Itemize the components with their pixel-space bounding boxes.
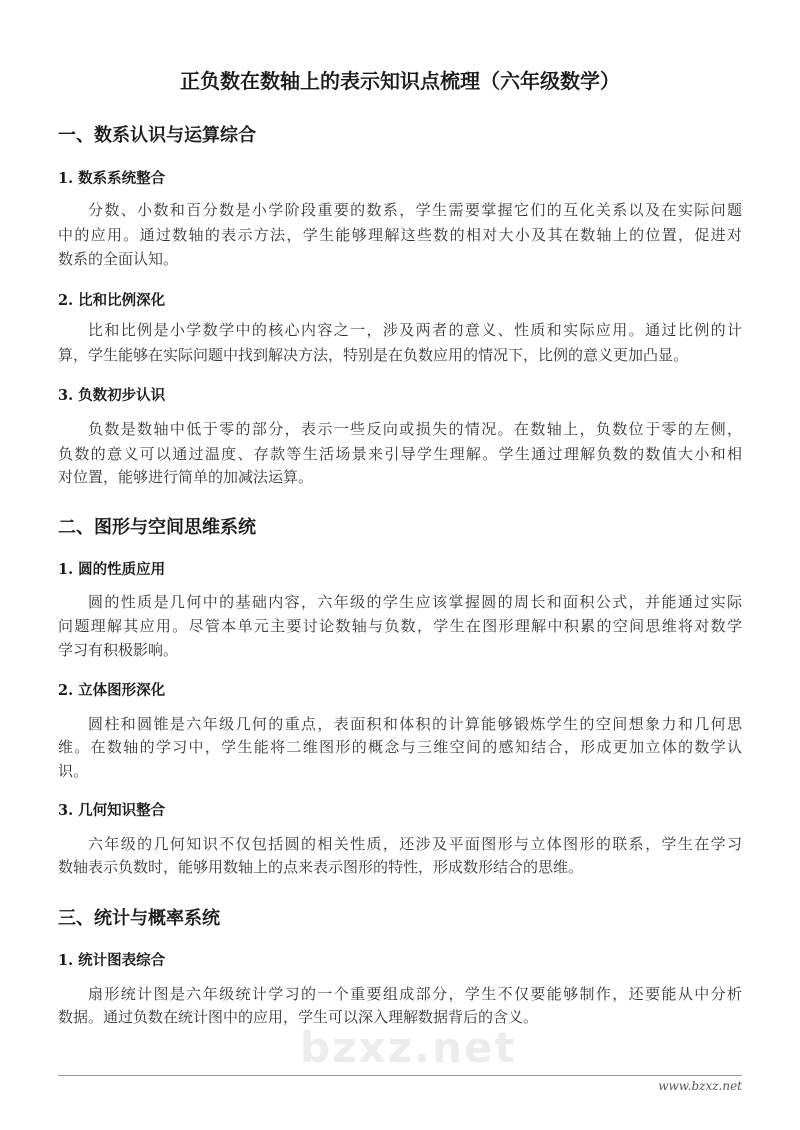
section-heading: 二、图形与空间思维系统 [58,517,256,538]
subheading: 3. 几何知识整合 [58,802,166,819]
subheading: 2. 立体图形深化 [58,682,166,699]
paragraph-line: 数据。通过负数在统计图中的应用，学生可以深入理解数据背后的含义。 [58,1008,539,1026]
paragraph-line: 数系的全面认知。 [58,250,179,268]
paragraph-line: 分数、小数和百分数是小学阶段重要的数系，学生需要掌握它们的互化关系以及在实际问题 [88,201,742,219]
paragraph-line: 圆柱和圆锥是六年级几何的重点，表面积和体积的计算能够锻炼学生的空间想象力和几何思 [88,715,742,733]
paragraph-line: 学习有积极影响。 [58,641,179,659]
subheading: 1. 数系系统整合 [58,170,166,187]
paragraph-line: 负数是数轴中低于零的部分，表示一些反向或损失的情况。在数轴上，负数位于零的左侧， [88,420,742,438]
paragraph-line: 识。 [58,762,89,780]
paragraph-line: 算，学生能够在实际问题中找到解决方法，特别是在负数应用的情况下，比例的意义更加凸显。 [58,346,689,364]
subheading: 2. 比和比例深化 [58,292,166,309]
paragraph-line: 维。在数轴的学习中，学生能将二维图形的概念与三维空间的感知结合，形成更加立体的数学认 [58,738,742,756]
paragraph-line: 六年级的几何知识不仅包括圆的相关性质，还涉及平面图形与立体图形的联系，学生在学习 [88,835,742,853]
subheading: 3. 负数初步认识 [58,387,166,404]
page-title: 正负数在数轴上的表示知识点梳理（六年级数学） [180,69,620,93]
paragraph-line: 数轴表示负数时，能够用数轴上的点来表示图形的特性，形成数形结合的思维。 [58,858,584,876]
subheading: 1. 统计图表综合 [58,952,166,969]
paragraph-line: 中的应用。通过数轴的表示方法，学生能够理解这些数的相对大小及其在数轴上的位置，促进对 [58,226,742,244]
paragraph-line: 问题理解其应用。尽管本单元主要讨论数轴与负数，学生在图形理解中积累的空间思维将对数学 [58,617,742,635]
paragraph-line: 比和比例是小学数学中的核心内容之一，涉及两者的意义、性质和实际应用。通过比例的计 [88,321,742,339]
watermark: bzxz.net [300,1023,517,1072]
footer-url: www.bzxz.net [658,1079,742,1093]
paragraph-line: 对位置，能够进行简单的加减法运算。 [58,468,314,486]
subheading: 1. 圆的性质应用 [58,561,166,578]
section-heading: 三、统计与概率系统 [58,908,220,929]
paragraph-line: 圆的性质是几何中的基础内容，六年级的学生应该掌握圆的周长和面积公式，并能通过实际 [88,593,742,611]
section-heading: 一、数系认识与运算综合 [58,125,256,146]
paragraph-line: 负数的意义可以通过温度、存款等生活场景来引导学生理解。学生通过理解负数的数值大小和相 [58,445,742,463]
footer-divider [58,1075,742,1076]
paragraph-line: 扇形统计图是六年级统计学习的一个重要组成部分，学生不仅要能够制作，还要能从中分析 [88,985,742,1003]
